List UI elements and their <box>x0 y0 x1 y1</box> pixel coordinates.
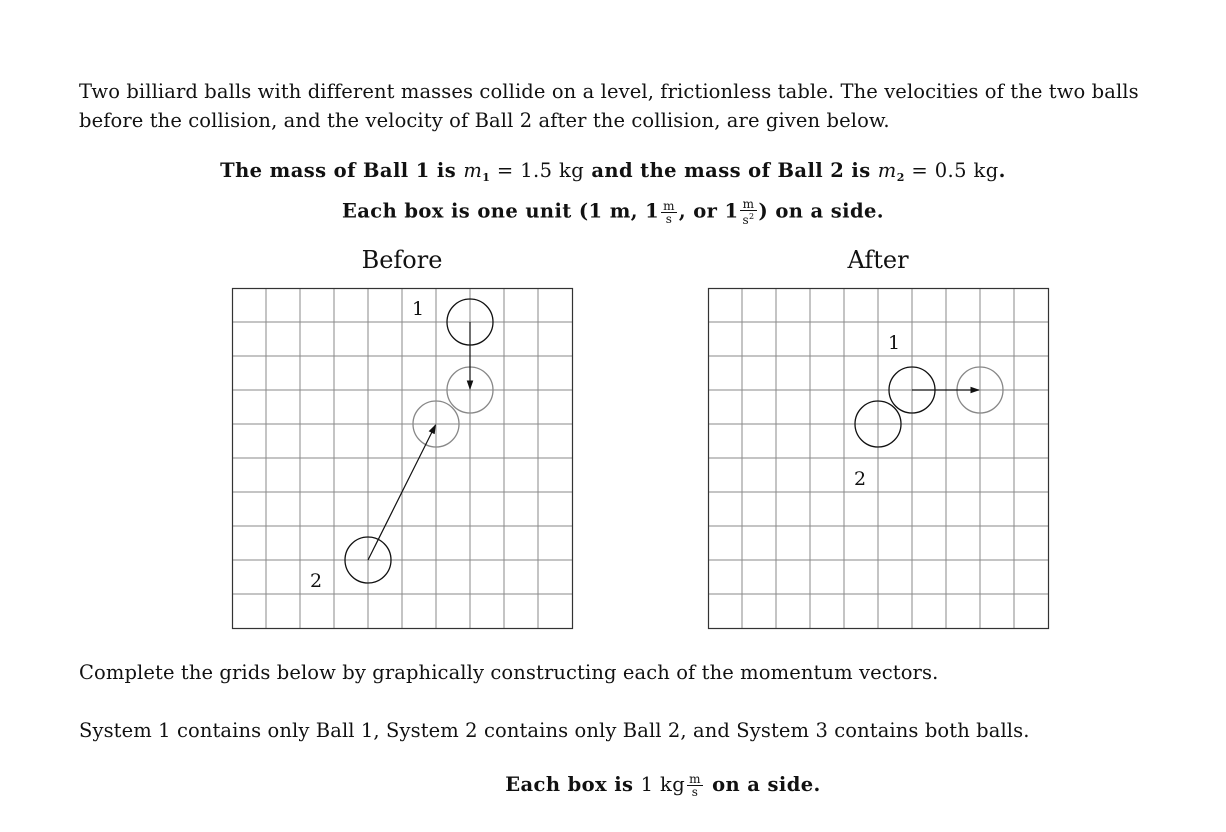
unit-statement <box>0 198 1226 226</box>
intro-paragraph <box>79 77 1209 135</box>
box-frac-numerator: m <box>689 772 701 786</box>
before-grid-lines <box>232 288 572 628</box>
m1-value: = 1.5 kg <box>490 159 585 182</box>
after-grid-lines <box>708 288 1048 628</box>
m2-value: = 0.5 kg <box>904 159 999 182</box>
ball1-label-before: 1 <box>412 298 425 320</box>
m2-symbol: m <box>877 159 897 182</box>
box-text-2: on a side. <box>704 773 821 796</box>
box-frac-denominator: s <box>691 785 699 799</box>
box-text-1: Each box is <box>505 773 641 796</box>
frac1-numerator: m <box>663 198 675 213</box>
mass-text-2: and the mass of Ball 2 is <box>584 159 878 182</box>
ball2-label-before: 2 <box>310 570 323 592</box>
m1-symbol: m <box>463 159 483 182</box>
frac2-den-unit: s <box>742 213 750 227</box>
frac2-denominator <box>740 211 756 226</box>
instruction-2: System 1 contains only Ball 1, System 2 contains only Ball 2, and System 3 contains both balls. <box>79 719 1030 742</box>
ball1-label-after: 1 <box>888 332 901 354</box>
instruction-1: Complete the grids below by graphically constructing each of the momentum vectors. <box>79 661 939 684</box>
box-value: 1 kg <box>640 773 686 796</box>
after-title: After <box>847 246 909 274</box>
unit-text-1: Each box is one unit (1 m, 1 <box>342 199 660 223</box>
m2-subscript: 2 <box>896 171 905 184</box>
m1-subscript: 1 <box>482 171 491 184</box>
m-per-s-fraction <box>661 200 677 225</box>
ball2-label-after: 2 <box>854 468 867 490</box>
frac1-denominator: s <box>665 211 673 226</box>
frac2-den-exponent: 2 <box>749 212 755 221</box>
m-per-s2-fraction <box>740 198 756 226</box>
before-grid <box>232 288 573 629</box>
after-grid <box>708 288 1049 629</box>
mass-statement <box>0 159 1226 184</box>
frac2-numerator: m <box>740 198 756 211</box>
mass-text-3: . <box>998 159 1006 182</box>
mass-text-1: The mass of Ball 1 is <box>220 159 464 182</box>
box-fraction <box>687 773 703 798</box>
intro-line-2: before the collision, and the velocity of Ball 2 after the collision, are given below. <box>79 109 890 132</box>
before-title: Before <box>361 246 443 274</box>
intro-line-1: Two billiard balls with different masses collide on a level, frictionless table. The velocities of the two balls <box>79 80 1139 103</box>
unit-text-2: , or 1 <box>678 199 739 223</box>
box-scale-statement <box>0 773 1226 798</box>
unit-text-3: ) on a side. <box>758 199 884 223</box>
